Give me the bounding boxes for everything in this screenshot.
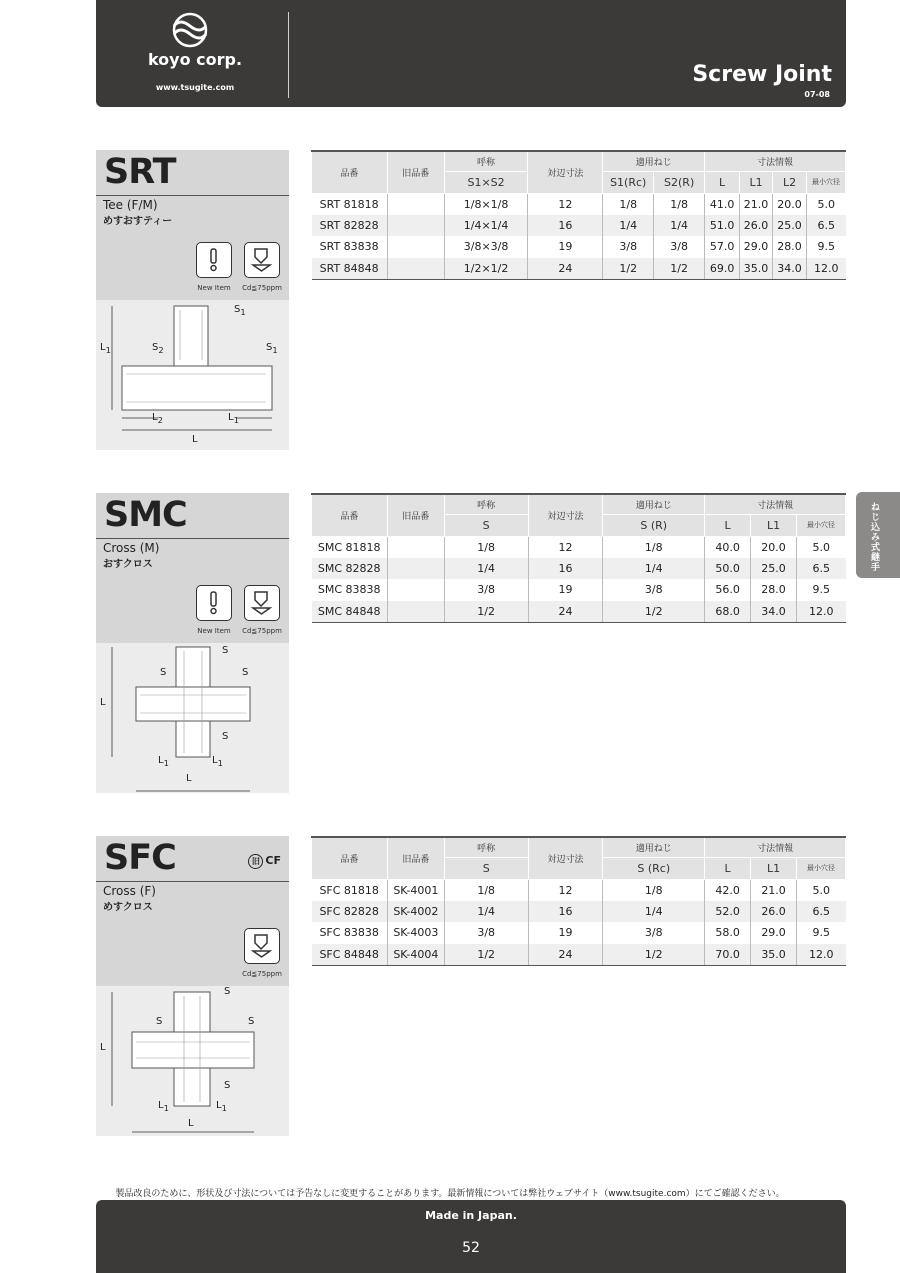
col-old: 旧品番 — [387, 837, 444, 879]
col-thread-sub: S (Rc) — [603, 857, 705, 879]
col-l: L — [705, 857, 751, 879]
col-nominal: 呼称 — [444, 151, 528, 171]
srt-diagram: $S_1$ $S_2$ $S_1$ $L_1$ $L_2$ $L_1$ L — [96, 300, 289, 450]
col-thread-s1: S1(Rc) — [603, 171, 654, 193]
col-hole: 最小穴径 — [806, 171, 845, 193]
label-s2: S — [152, 342, 159, 353]
page-title: Screw Joint — [692, 62, 832, 87]
label-s-left: S — [160, 667, 167, 678]
col-l1: L1 — [751, 857, 797, 879]
product-name-en: Tee (F/M) — [103, 198, 158, 212]
col-l: L — [705, 514, 751, 536]
label-s-bottom: S — [224, 1080, 231, 1091]
col-hole: 最小穴径 — [797, 514, 846, 536]
col-thread-sub: S (R) — [603, 514, 705, 536]
koyo-logo-icon — [166, 12, 214, 48]
smc-diagram: S S S S L $L_1$ $L_1$ L — [96, 643, 289, 793]
cd-label: Cd≦75ppm — [242, 627, 282, 635]
table-row: SMC 82828 1/4 16 1/4 50.0 25.0 6.5 — [312, 558, 846, 580]
product-srt-header — [96, 150, 289, 300]
page-code: 07-08 — [804, 90, 830, 99]
divider — [96, 538, 289, 539]
table-row: SFC 81818 SK-4001 1/8 12 1/8 42.0 21.0 5.0 — [312, 879, 846, 901]
table-row: SMC 84848 1/2 24 1/2 68.0 34.0 12.0 — [312, 601, 846, 623]
product-sfc-header — [96, 836, 289, 986]
table-row: SRT 81818 1/8×1/8 12 1/8 1/8 41.0 21.0 20.0 5.0 — [312, 193, 846, 215]
label-s-right: S — [242, 667, 249, 678]
label-l1: L — [228, 412, 234, 423]
new-item-icon — [196, 585, 232, 621]
col-thread: 適用ねじ — [603, 151, 705, 171]
col-thread: 適用ねじ — [603, 837, 705, 857]
table-row: SMC 83838 3/8 19 3/8 56.0 28.0 9.5 — [312, 579, 846, 601]
label-l2: L — [152, 412, 158, 423]
new-item-icon — [196, 242, 232, 278]
col-l1: L1 — [740, 171, 773, 193]
col-width: 対辺寸法 — [528, 837, 603, 879]
col-hinban: 品番 — [312, 494, 388, 536]
cross-diagram-icon — [96, 643, 289, 793]
col-nominal-sub: S — [444, 857, 528, 879]
label-l: L — [188, 1118, 194, 1129]
col-l2: L2 — [773, 171, 807, 193]
sfc-spec-table — [311, 836, 846, 966]
col-nominal: 呼称 — [444, 494, 528, 514]
table-row: SMC 81818 1/8 12 1/8 40.0 20.0 5.0 — [312, 536, 846, 558]
col-old: 旧品番 — [387, 494, 444, 536]
product-name-jp: おすクロス — [103, 559, 153, 570]
label-l-vert: L — [100, 697, 106, 708]
label-s-top: S — [224, 986, 231, 997]
table-row: SRT 83838 3/8×3/8 19 3/8 3/8 57.0 29.0 28.0 9.5 — [312, 236, 846, 258]
old-mark-icon: 旧 — [248, 854, 263, 869]
col-thread: 適用ねじ — [603, 494, 705, 514]
label-s-right: S — [248, 1016, 255, 1027]
smc-spec-table — [311, 493, 846, 623]
label-l1: L — [158, 1100, 164, 1111]
divider — [96, 195, 289, 196]
label-l1: L — [158, 755, 164, 766]
product-sfc — [96, 836, 289, 1136]
divider — [96, 881, 289, 882]
product-srt — [96, 150, 289, 450]
section-side-tab[interactable] — [856, 492, 900, 578]
label-s-top: S — [222, 645, 229, 656]
cadmium-free-icon — [244, 242, 280, 278]
label-s1-side: S — [266, 342, 273, 353]
product-name-jp: めすおすティー — [103, 216, 173, 227]
col-dim: 寸法情報 — [705, 837, 846, 857]
col-dim: 寸法情報 — [705, 151, 846, 171]
product-name-jp: めすクロス — [103, 902, 153, 913]
label-s-bottom: S — [222, 731, 229, 742]
label-s-left: S — [156, 1016, 163, 1027]
product-code: SMC — [104, 495, 187, 535]
product-smc — [96, 493, 289, 793]
page-number: 52 — [462, 1240, 480, 1256]
col-old: 旧品番 — [387, 151, 444, 193]
old-code-badge — [248, 854, 281, 869]
col-l: L — [705, 171, 740, 193]
col-hinban: 品番 — [312, 151, 388, 193]
product-name-en: Cross (M) — [103, 541, 160, 555]
cd-label: Cd≦75ppm — [242, 970, 282, 978]
new-item-label: New Item — [197, 627, 231, 635]
new-item-label: New Item — [197, 284, 231, 292]
label-l1-right: L — [212, 755, 218, 766]
col-hole: 最小穴径 — [797, 857, 846, 879]
col-dim: 寸法情報 — [705, 494, 846, 514]
table-row: SRT 84848 1/2×1/2 24 1/2 1/2 69.0 35.0 34.0 12.0 — [312, 258, 846, 280]
col-thread-s2: S2(R) — [654, 171, 705, 193]
company-name: koyo corp. — [147, 50, 243, 69]
col-nominal: 呼称 — [444, 837, 528, 857]
footer-note: 製品改良のために、形状及び寸法については予告なしに変更することがあります。最新情報については弊社ウェブサイト（www.tsugite.com）にてご確認ください。 — [115, 1189, 785, 1199]
product-code: SRT — [104, 152, 176, 192]
header-divider — [288, 12, 289, 98]
table-row: SFC 84848 SK-4004 1/2 24 1/2 70.0 35.0 12.0 — [312, 944, 846, 966]
cross-female-diagram-icon — [96, 986, 289, 1136]
page-footer — [96, 1200, 846, 1273]
table-row: SFC 83838 SK-4003 3/8 19 3/8 58.0 29.0 9.5 — [312, 922, 846, 944]
label-l-vert: L — [100, 1042, 106, 1053]
tee-diagram-icon — [96, 300, 289, 450]
page-header — [96, 0, 846, 107]
cd-label: Cd≦75ppm — [242, 284, 282, 292]
side-tab-label: ねじ込み式継手 — [869, 502, 879, 572]
srt-spec-table — [311, 150, 846, 280]
cadmium-free-icon — [244, 585, 280, 621]
table-row: SFC 82828 SK-4002 1/4 16 1/4 52.0 26.0 6.5 — [312, 901, 846, 923]
product-name-en: Cross (F) — [103, 884, 156, 898]
col-nominal-sub: S1×S2 — [444, 171, 528, 193]
label-l: L — [192, 434, 198, 445]
col-hinban: 品番 — [312, 837, 388, 879]
product-code: SFC — [104, 838, 176, 878]
product-smc-header — [96, 493, 289, 643]
made-in-japan: Made in Japan. — [425, 1209, 517, 1222]
cadmium-free-icon — [244, 928, 280, 964]
col-width: 対辺寸法 — [528, 494, 603, 536]
table-row: SRT 82828 1/4×1/4 16 1/4 1/4 51.0 26.0 25.0 6.5 — [312, 215, 846, 237]
label-s1: S — [234, 304, 241, 315]
label-l1-vert: L — [100, 342, 106, 353]
label-l: L — [186, 773, 192, 784]
col-width: 対辺寸法 — [528, 151, 603, 193]
company-url[interactable]: www.tsugite.com — [155, 83, 235, 92]
col-nominal-sub: S — [444, 514, 528, 536]
col-l1: L1 — [751, 514, 797, 536]
label-l1-right: L — [216, 1100, 222, 1111]
old-code: CF — [265, 854, 281, 867]
sfc-diagram: S S S S L $L_1$ $L_1$ L — [96, 986, 289, 1136]
